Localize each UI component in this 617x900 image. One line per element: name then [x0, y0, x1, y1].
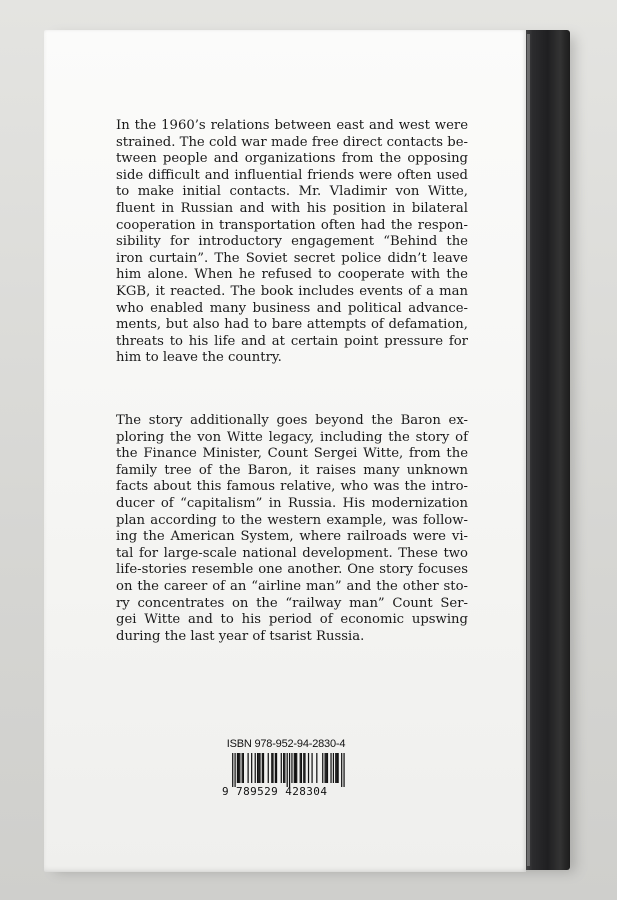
barcode-bar	[239, 753, 240, 783]
blurb-line: ing the American System, where railroads were vi-	[116, 529, 468, 545]
barcode-bar	[289, 753, 290, 787]
barcode-bar	[287, 753, 288, 787]
blurb-line: tween people and organizations from the opposing	[116, 151, 468, 167]
blurb-line: fluent in Russian and with his position in bilateral	[116, 200, 468, 216]
barcode-bar	[333, 753, 334, 783]
blurb-line: life-stories resemble one another. One story focuses	[116, 562, 468, 578]
barcode-bar	[335, 753, 336, 783]
blurb-line: plan according to the western example, was follow-	[116, 512, 468, 528]
barcode-bar	[301, 753, 302, 783]
barcode-bar	[338, 753, 339, 783]
barcode-bar	[238, 753, 239, 783]
blurb-line: who enabled many business and political advance-	[116, 300, 468, 316]
blurb-line: strained. The cold war made free direct contacts be-	[116, 134, 468, 150]
barcode-bar	[255, 753, 256, 783]
barcode-bar	[294, 753, 295, 783]
blurb-line: KGB, it reacted. The book includes events of a man	[116, 283, 468, 299]
barcode-bar	[268, 753, 269, 783]
barcode-bar	[343, 753, 344, 787]
barcode-bar	[234, 753, 235, 787]
blurb-line: ments, but also had to bare attempts of defamation,	[116, 317, 468, 333]
blurb-line: sibility for introductory engagement “Behind the	[116, 234, 468, 250]
blurb-line: family tree of the Baron, it raises many unknown	[116, 462, 468, 478]
barcode-bar	[276, 753, 277, 783]
blurb-paragraph-1	[116, 118, 468, 367]
blurb-line: tal for large-scale national development. These two	[116, 545, 468, 561]
barcode-bar	[263, 753, 264, 783]
barcode-bar	[271, 753, 272, 783]
barcode-bar	[281, 753, 282, 783]
blurb-line: cooperation in transportation often had the respon-	[116, 217, 468, 233]
barcode-bar	[237, 753, 238, 783]
barcode-bar	[303, 753, 304, 783]
blurb-line: on the career of an “airline man” and the other sto-	[116, 578, 468, 594]
barcode-bar	[262, 753, 263, 783]
barcode-bar	[325, 753, 326, 783]
barcode-bar	[322, 753, 323, 783]
barcode-bar	[311, 753, 312, 783]
blurb-line: ry concentrates on the “railway man” Count Ser-	[116, 595, 468, 611]
blurb-line: iron curtain”. The Soviet secret police didn’t leave	[116, 250, 468, 266]
blurb-line: In the 1960’s relations between east and west were	[116, 118, 468, 133]
blurb-line: ducer of “capitalism” in Russia. His modernization	[116, 495, 468, 511]
blurb-line: The story additionally goes beyond the Baron ex-	[116, 413, 468, 428]
barcode-bar	[327, 753, 328, 783]
spine-highlight	[527, 34, 530, 866]
barcode-bar	[304, 753, 305, 783]
barcode-bar	[248, 753, 249, 783]
barcode-bar	[336, 753, 337, 783]
blurb-line: him to leave the country.	[116, 350, 282, 366]
barcode-bar	[243, 753, 244, 783]
barcode-bar	[272, 753, 273, 783]
barcode-bar	[308, 753, 309, 783]
blurb-line: during the last year of tsarist Russia.	[116, 628, 365, 644]
barcode-bar	[283, 753, 284, 783]
blurb-line: side difficult and influential friends were often used	[116, 167, 468, 183]
barcode-bar	[259, 753, 260, 783]
blurb-line: threats to his life and at certain point pressure for	[116, 333, 468, 349]
barcode-bar	[251, 753, 252, 783]
blurb-line: ploring the von Witte legacy, including the story of	[116, 429, 468, 445]
blurb-line: facts about this famous relative, who was the intro-	[116, 479, 468, 495]
barcode-bar	[296, 753, 297, 783]
barcode-bar	[326, 753, 327, 783]
isbn-label: ISBN 978-952-94-2830-4	[226, 738, 346, 750]
barcode-bar	[316, 753, 317, 783]
barcode-bar	[300, 753, 301, 783]
blurb-line: him alone. When he refused to cooperate with the	[116, 267, 468, 283]
barcode-bar	[242, 753, 243, 783]
barcode-bar	[257, 753, 258, 783]
barcode	[225, 753, 347, 787]
blurb-paragraph-2	[116, 413, 468, 645]
barcode-bar	[295, 753, 296, 783]
barcode-digits: 9 789529 428304	[222, 785, 328, 798]
isbn-barcode-block	[222, 738, 350, 798]
barcode-bar	[330, 753, 331, 783]
barcode-bar	[291, 753, 292, 783]
blurb-line: gei Witte and to his period of economic upswing	[116, 612, 468, 628]
blurb-line: to make initial contacts. Mr. Vladimir von Witte,	[116, 184, 468, 200]
barcode-bar	[341, 753, 342, 787]
barcode-bar	[275, 753, 276, 783]
barcode-bar	[258, 753, 259, 783]
barcode-bar	[232, 753, 233, 787]
barcode-bar	[284, 753, 285, 783]
blurb-line: the Finance Minister, Count Sergei Witte, from the	[116, 446, 468, 462]
